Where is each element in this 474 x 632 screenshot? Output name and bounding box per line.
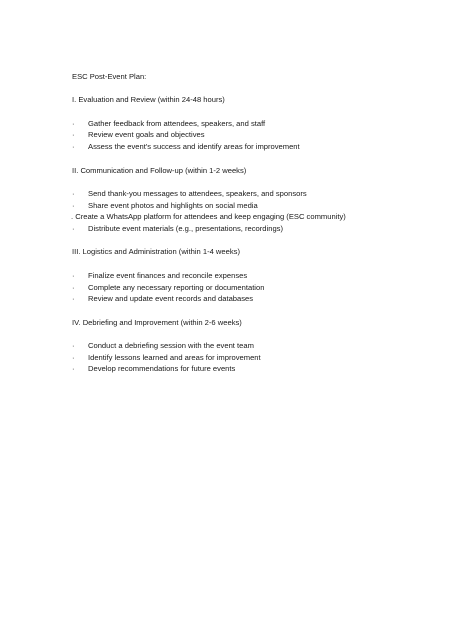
- list-item-text: Conduct a debriefing session with the event team: [88, 341, 254, 351]
- bullet-marker: ·: [72, 188, 75, 198]
- bullet-marker: ·: [72, 130, 75, 140]
- section-debriefing: [72, 317, 474, 376]
- list-item: [72, 141, 474, 153]
- list-item: [72, 340, 474, 352]
- bullet-marker: ·: [72, 270, 75, 280]
- bullet-marker: ·: [72, 118, 75, 128]
- document-title: ESC Post-Event Plan:: [72, 72, 147, 81]
- list-item-text: Gather feedback from attendees, speakers, and staff: [88, 118, 266, 128]
- list-item-text: Share event photos and highlights on social media: [88, 200, 258, 210]
- section-heading: I. Evaluation and Review (within 24-48 hours): [72, 95, 225, 105]
- section-heading: II. Communication and Follow-up (within 1-2 weeks): [72, 165, 247, 175]
- list-item-text: Distribute event materials (e.g., presentations, recordings): [88, 224, 283, 234]
- section-logistics: [72, 246, 474, 305]
- list-item-text: Complete any necessary reporting or documentation: [88, 282, 265, 292]
- bullet-marker: ·: [72, 352, 75, 362]
- list-item-text: Review and update event records and databases: [88, 294, 254, 304]
- bullet-marker: ·: [72, 224, 75, 234]
- section-heading: III. Logistics and Administration (within 1-4 weeks): [72, 247, 240, 257]
- list-item: [72, 200, 474, 212]
- list-item-whatsapp: . Create a WhatsApp platform for attendees and keep engaging (ESC community): [71, 212, 346, 222]
- list-item: [72, 352, 474, 364]
- section-evaluation: [72, 94, 474, 153]
- list-item: [72, 118, 474, 130]
- list-item: [72, 270, 474, 282]
- bullet-marker: ·: [72, 341, 75, 351]
- list-item-text: Review event goals and objectives: [88, 130, 205, 140]
- list-item: [72, 282, 474, 294]
- bullet-marker: ·: [72, 142, 75, 152]
- bullet-marker: ·: [72, 364, 75, 374]
- section-communication: [72, 165, 474, 235]
- list-item-text: Develop recommendations for future events: [88, 364, 236, 374]
- list-item: [72, 188, 474, 200]
- list-item-text: Finalize event finances and reconcile expenses: [88, 270, 248, 280]
- list-item: [72, 223, 474, 235]
- bullet-marker: ·: [72, 282, 75, 292]
- list-item: [72, 129, 474, 141]
- list-item: [72, 293, 474, 305]
- section-heading: IV. Debriefing and Improvement (within 2-6 weeks): [72, 317, 242, 327]
- list-item-text: Identify lessons learned and areas for improvement: [88, 352, 261, 362]
- list-item: [72, 363, 474, 375]
- list-item-text: Assess the event's success and identify areas for improvement: [88, 142, 300, 152]
- bullet-marker: ·: [72, 294, 75, 304]
- list-item-text: Send thank-you messages to attendees, speakers, and sponsors: [88, 188, 307, 198]
- bullet-marker: ·: [72, 200, 75, 210]
